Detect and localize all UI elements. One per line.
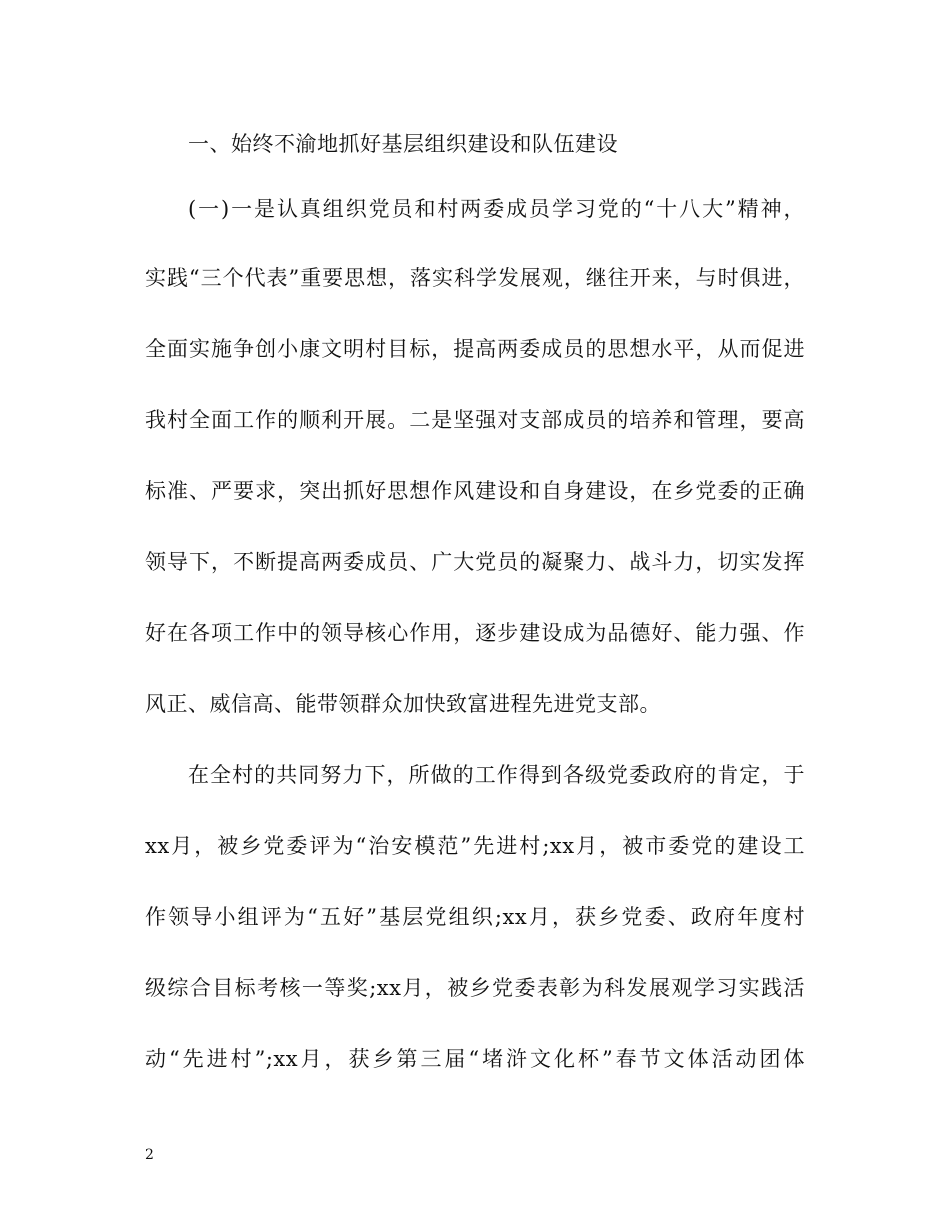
paragraph-line: 领导下，不断提高两委成员、广大党员的凝聚力、战斗力，切实发挥 — [145, 550, 805, 574]
page-number: 2 — [145, 1147, 154, 1163]
paragraph-line: 动“先进村”;xx月，获乡第三届“堵浒文化杯”春节文体活动团体 — [145, 1047, 805, 1071]
paragraph-line: 风正、威信高、能带领群众加快致富进程先进党支部。 — [145, 692, 661, 716]
paragraph-line: xx月，被乡党委评为“治安模范”先进村;xx月，被市委党的建设工 — [145, 834, 805, 858]
paragraph-line: 实践“三个代表”重要思想，落实科学发展观，继往开来，与时俱进， — [145, 266, 805, 290]
paragraph-line: 标准、严要求，突出抓好思想作风建设和自身建设，在乡党委的正确 — [145, 479, 805, 503]
paragraph-line: 级综合目标考核一等奖;xx月，被乡党委表彰为科发展观学习实践活 — [145, 976, 805, 1000]
paragraph-line: 在全村的共同努力下，所做的工作得到各级党委政府的肯定，于 — [188, 763, 805, 787]
paragraph-line: 全面实施争创小康文明村目标，提高两委成员的思想水平，从而促进 — [145, 337, 805, 361]
paragraph-line: 好在各项工作中的领导核心作用，逐步建设成为品德好、能力强、作 — [145, 621, 805, 645]
paragraph-line: 我村全面工作的顺利开展。二是坚强对支部成员的培养和管理，要高 — [145, 408, 805, 432]
section-heading: 一、始终不渝地抓好基层组织建设和队伍建设 — [188, 132, 618, 156]
paragraph-line: 作领导小组评为“五好”基层党组织;xx月，获乡党委、政府年度村 — [145, 905, 805, 929]
paragraph-line: (一)一是认真组织党员和村两委成员学习党的“十八大”精神， — [188, 197, 805, 221]
